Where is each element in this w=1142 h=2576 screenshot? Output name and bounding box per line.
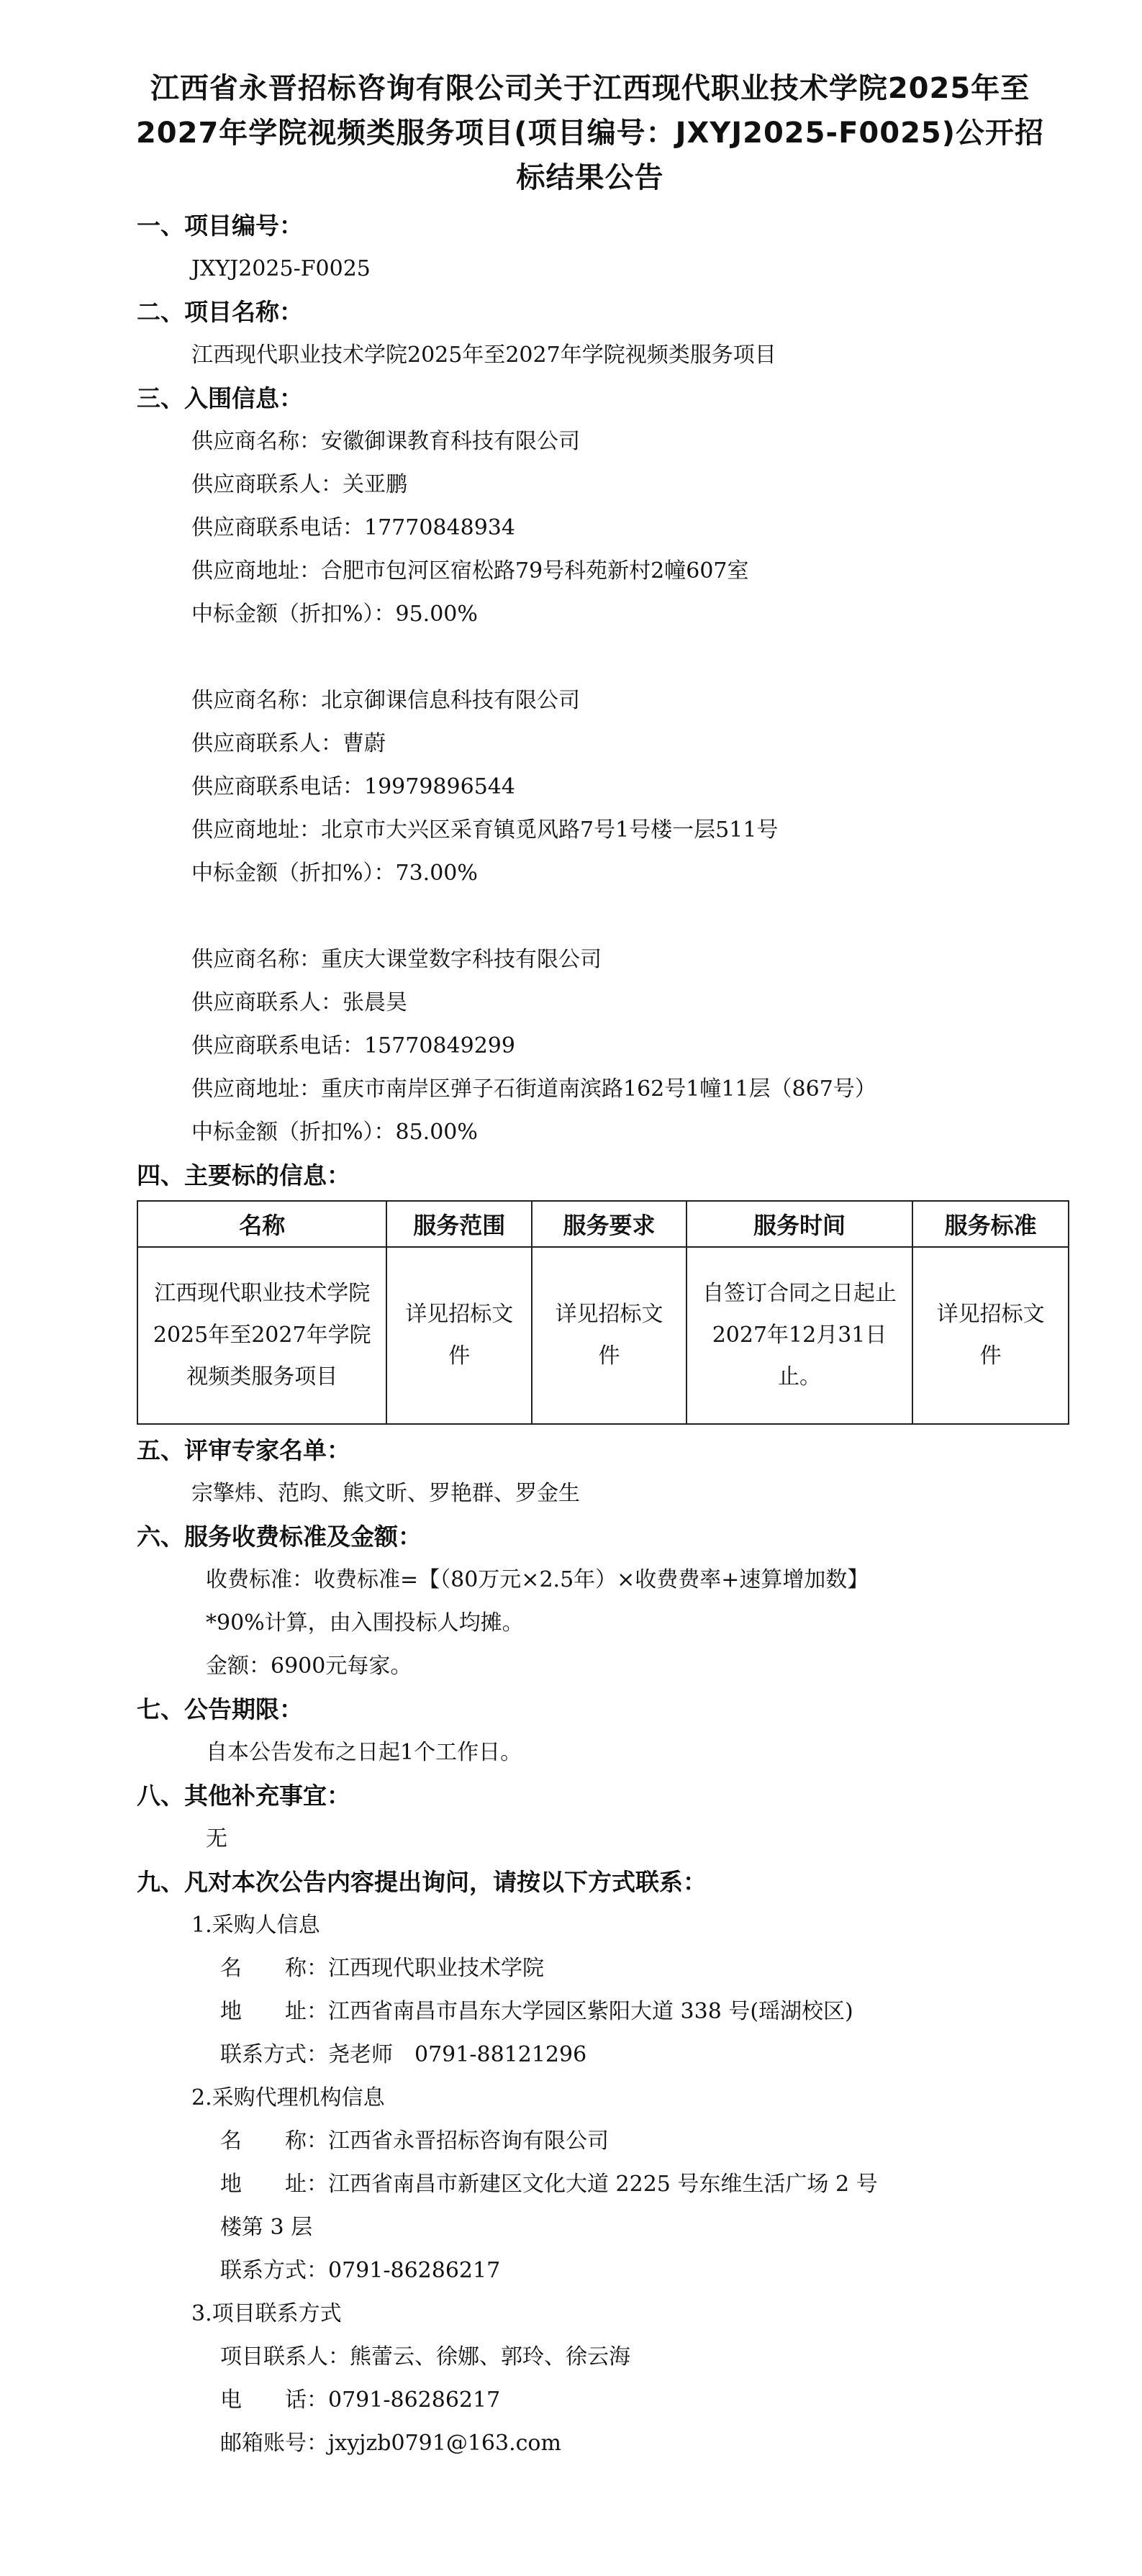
purchaser-name: 名 称：江西现代职业技术学院 [220, 1956, 544, 1981]
table-cell: 江西现代职业技术学院2025年至2027年学院视频类服务项目 [137, 1247, 386, 1424]
section-project-number-heading: 一、项目编号： [137, 212, 303, 240]
supplier-amount: 中标金额（折扣%）：85.00% [191, 1120, 478, 1145]
supplier-address: 供应商地址：合肥市包河区宿松路79号科苑新村2幢607室 [191, 558, 749, 584]
project-contact-people: 项目联系人：熊蕾云、徐娜、郭玲、徐云海 [220, 2344, 630, 2369]
supplier-block [137, 679, 1070, 895]
supplier-phone: 供应商联系电话：19979896544 [191, 774, 515, 799]
agency-info-title: 2.采购代理机构信息 [191, 2085, 385, 2110]
supplier-name: 供应商名称：北京御课信息科技有限公司 [191, 688, 580, 713]
table-cell: 详见招标文件 [386, 1247, 532, 1424]
table-cell: 详见招标文件 [912, 1247, 1069, 1424]
table-cell: 自签订合同之日起止2027年12月31日止。 [686, 1247, 913, 1424]
agency-address-continued: 楼第 3 层 [220, 2215, 313, 2240]
table-header-cell: 服务时间 [686, 1201, 913, 1247]
agency-contact: 联系方式：0791-86286217 [220, 2258, 501, 2283]
fee-standard-continued: *90%计算，由入围投标人均摊。 [206, 1610, 524, 1636]
supplier-contact: 供应商联系人：张晨昊 [191, 990, 407, 1015]
project-contact-title: 3.项目联系方式 [191, 2301, 342, 2326]
section-project-name-heading: 二、项目名称： [137, 298, 303, 326]
project-contact-email: 邮箱账号：jxyjzb0791@163.com [220, 2431, 561, 2456]
section-subject-info-heading: 四、主要标的信息： [137, 1161, 350, 1189]
table-header-row [137, 1201, 1069, 1247]
table-row [137, 1247, 1069, 1424]
table-header-cell: 服务要求 [532, 1201, 686, 1247]
project-number: JXYJ2025-F0025 [191, 256, 371, 281]
section-fee-heading: 六、服务收费标准及金额： [137, 1523, 422, 1551]
supplier-phone: 供应商联系电话：15770849299 [191, 1033, 515, 1058]
table-header-cell: 服务范围 [386, 1201, 532, 1247]
table-header-cell: 名称 [137, 1201, 386, 1247]
other-matters: 无 [206, 1826, 227, 1851]
purchaser-contact: 联系方式：尧老师 0791-88121296 [220, 2042, 587, 2067]
agency-name: 名 称：江西省永晋招标咨询有限公司 [220, 2128, 609, 2154]
supplier-amount: 中标金额（折扣%）：95.00% [191, 602, 478, 627]
document-title: 江西省永晋招标咨询有限公司关于江西现代职业技术学院2025年至2027年学院视频类服务项目(项目编号：JXYJ2025-F0025)公开招标结果公告 [135, 72, 1045, 194]
supplier-name: 供应商名称：重庆大课堂数字科技有限公司 [191, 947, 602, 972]
supplier-name: 供应商名称：安徽御课教育科技有限公司 [191, 429, 580, 454]
section-notice-period-heading: 七、公告期限： [137, 1695, 303, 1723]
subject-info-table [137, 1200, 1069, 1425]
supplier-contact: 供应商联系人：曹蔚 [191, 731, 386, 756]
section-contact-heading: 九、凡对本次公告内容提出询问，请按以下方式联系： [137, 1868, 707, 1896]
supplier-address: 供应商地址：北京市大兴区采育镇觅风路7号1号楼一层511号 [191, 817, 779, 843]
purchaser-address: 地 址：江西省南昌市昌东大学园区紫阳大道 338 号(瑶湖校区) [220, 1999, 853, 2024]
section-other-matters-heading: 八、其他补充事宜： [137, 1782, 350, 1810]
table-cell: 详见招标文件 [532, 1247, 686, 1424]
table-header-cell: 服务标准 [912, 1201, 1069, 1247]
section-experts-heading: 五、评审专家名单： [137, 1436, 350, 1464]
section-shortlist-heading: 三、入围信息： [137, 384, 303, 412]
supplier-block [137, 938, 1070, 1154]
fee-amount: 金额：6900元每家。 [206, 1654, 412, 1679]
supplier-contact: 供应商联系人：关亚鹏 [191, 472, 407, 497]
supplier-address: 供应商地址：重庆市南岸区弹子石街道南滨路162号1幢11层（867号） [191, 1076, 876, 1102]
purchaser-info-title: 1.采购人信息 [191, 1913, 320, 1938]
supplier-phone: 供应商联系电话：17770848934 [191, 515, 515, 540]
expert-list: 宗擎炜、范昀、熊文昕、罗艳群、罗金生 [191, 1481, 580, 1506]
supplier-block [137, 420, 1070, 636]
agency-address: 地 址：江西省南昌市新建区文化大道 2225 号东维生活广场 2 号 [220, 2172, 878, 2197]
supplier-amount: 中标金额（折扣%）：73.00% [191, 861, 478, 886]
fee-standard: 收费标准：收费标准=【（80万元×2.5年）×收费费率+速算增加数】 [206, 1567, 869, 1592]
notice-period: 自本公告发布之日起1个工作日。 [206, 1740, 522, 1765]
project-contact-phone: 电 话：0791-86286217 [220, 2387, 501, 2413]
project-name: 江西现代职业技术学院2025年至2027年学院视频类服务项目 [191, 343, 776, 368]
